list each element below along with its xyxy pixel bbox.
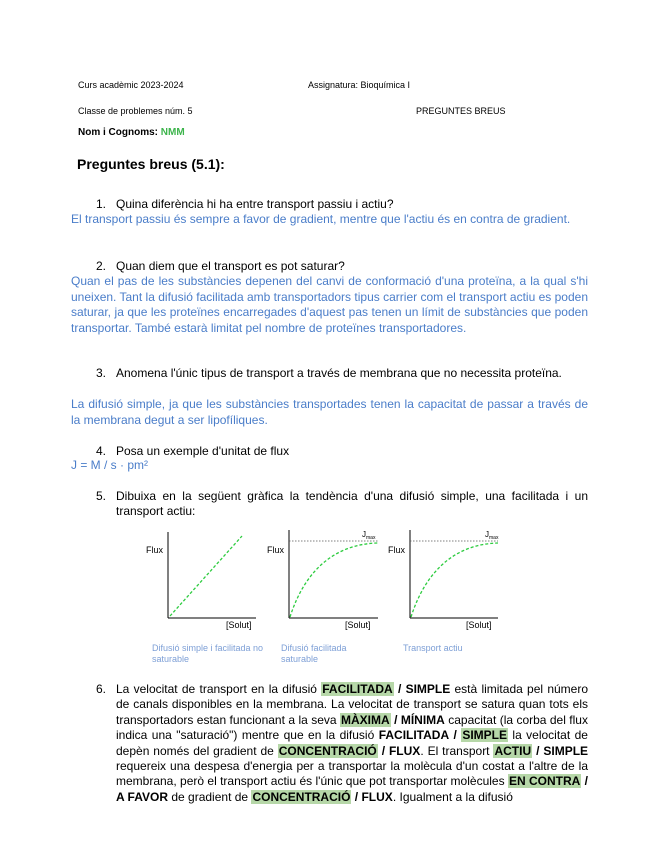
jmax-label: $J_{max}$ <box>485 530 499 541</box>
graph-facilitated-diffusion <box>267 530 378 630</box>
caption-active-transport: Transport actiu <box>403 643 463 653</box>
saturation-curve <box>411 543 498 617</box>
graph-y-label: Flux <box>146 545 164 555</box>
linear-flux-line <box>170 536 242 616</box>
question-number: 1. <box>96 197 107 211</box>
option: FLUX <box>388 743 421 758</box>
option: MÍNIMA <box>400 712 445 727</box>
jmax-label: $J_{max}$ <box>362 530 376 541</box>
question-number: 5. <box>96 489 107 503</box>
option: FACILITADA <box>378 728 450 743</box>
question-text: Quina diferència hi ha entre transport passiu i actiu? <box>116 197 394 211</box>
student-name-row <box>78 127 185 138</box>
name-label: Nom i Cognoms: <box>78 127 158 138</box>
highlighted-answer: EN CONTRA <box>508 774 581 789</box>
graph-active-transport <box>388 530 499 630</box>
graph-simple-diffusion <box>146 532 256 630</box>
highlighted-answer: ACTIU <box>494 743 532 758</box>
highlighted-answer: MÀXIMA <box>340 712 390 727</box>
graph-x-label: [Solut] <box>345 620 371 630</box>
question-number: 6. <box>96 682 107 696</box>
highlighted-answer: FACILITADA <box>322 682 393 696</box>
class-number: Classe de problemes núm. 5 <box>78 106 193 116</box>
highlighted-answer: CONCENTRACIÓ <box>252 789 351 804</box>
graph-x-label: [Solut] <box>226 620 252 630</box>
course-year: Curs acadèmic 2023-2024 <box>78 80 184 90</box>
option: SIMPLE <box>543 743 589 758</box>
saturation-curve <box>290 543 378 617</box>
answer-3: La difusió simple, ja que les substàncies transportades tenen la capacitat de passar a través de la membrana degut a ser lipofíliques. <box>71 397 588 427</box>
option: A FAVOR <box>116 789 169 804</box>
highlighted-answer: SIMPLE <box>462 728 507 743</box>
section-title: Preguntes breus (5.1): <box>77 156 225 172</box>
question-text: Anomena l'únic tipus de transport a través de membrana que no necessita proteïna. <box>116 366 562 380</box>
answer-1: El transport passiu és sempre a favor de gradient, mentre que l'actiu és en contra de gradient. <box>71 212 571 226</box>
question-text: Quan diem que el transport es pot saturar? <box>116 259 345 273</box>
name-value: NMM <box>160 127 185 138</box>
graph-x-label: [Solut] <box>466 620 492 630</box>
highlighted-answer: CONCENTRACIÓ <box>278 743 377 758</box>
graph-y-label: Flux <box>267 545 285 555</box>
transport-graphs <box>0 520 655 635</box>
question-number: 3. <box>96 366 107 380</box>
question-text: Posa un exemple d'unitat de flux <box>116 444 290 458</box>
subject: Assignatura: Bioquímica I <box>308 80 411 90</box>
question-number: 4. <box>96 444 107 458</box>
question-number: 2. <box>96 259 107 273</box>
option: FLUX <box>361 789 393 804</box>
question-text: La velocitat de transport en la difusió FACILITADA / SIMPLE està limitada pel número de canals disponibles en la membrana. La velocitat de transport se satura quan tots els transportadors estan funcionant a la seva MÀXIMA / MÍNIMA capacitat (la corba del flux indica una "saturació") mentre que en la difusió FACILITADA / SIMPLE la velocitat de depèn només del gradient de CONCENTRACIÓ / FLUX. El transport ACTIU / SIMPLE requereix una despesa d'energia per a transportar la molècula d'un costat a l'altre de la membrana, però el transport actiu és l'únic que pot transportar molècules EN CONTRA / A FAVOR de gradient de CONCENTRACIÓ / FLUX. Igualment a la difusió <box>116 682 589 804</box>
answer-2: Quan el pas de les substàncies depenen del canvi de conformació d'una proteïna, a la qual s'hi uneixen. Tant la difusió facilitada amb transportadors tipus carrier com el transport actiu es poden saturar, ja que les proteïnes encarregades d'aquest pas tenen un límit de substàncies que poden transportar. També estarà limitat pel nombre de proteïnes transportadores. <box>71 274 588 335</box>
graph-y-label: Flux <box>388 545 406 555</box>
option: SIMPLE <box>405 682 451 696</box>
caption-facilitated-diffusion: Difusió facilitada saturable <box>281 643 347 664</box>
answer-4: J = M / s · pm² <box>71 458 149 472</box>
document-type: PREGUNTES BREUS <box>416 106 506 116</box>
caption-simple-diffusion: Difusió simple i facilitada no saturable <box>152 643 264 664</box>
question-text: Dibuixa en la següent gràfica la tendència d'una difusió simple, una facilitada i un transport actiu: <box>116 489 588 518</box>
